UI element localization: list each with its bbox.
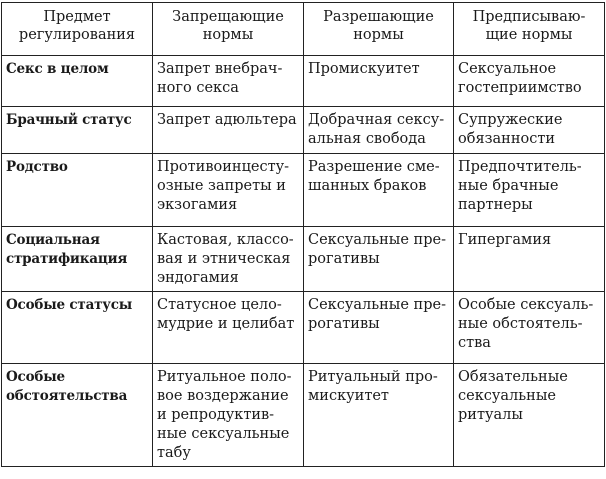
prescriptive-cell: Обязательные сексуальные ритуалы bbox=[454, 364, 605, 467]
permissive-cell: Разрешение сме- шанных браков bbox=[304, 154, 454, 227]
row-subject: Секс в целом bbox=[2, 56, 153, 107]
table-row bbox=[2, 364, 605, 467]
header-permissive: Разрешающие нормы bbox=[304, 3, 454, 56]
prohibitive-cell: Кастовая, классо- вая и этническая эндогамия bbox=[153, 227, 304, 292]
permissive-cell: Промискуитет bbox=[304, 56, 454, 107]
norms-table-page bbox=[1, 2, 604, 477]
header-row bbox=[2, 3, 605, 56]
table-row bbox=[2, 154, 605, 227]
header-prohibitive: Запрещающие нормы bbox=[153, 3, 304, 56]
prescriptive-cell: Сексуальное гостеприимство bbox=[454, 56, 605, 107]
row-subject: Родство bbox=[2, 154, 153, 227]
table-row bbox=[2, 56, 605, 107]
prescriptive-cell: Гипергамия bbox=[454, 227, 605, 292]
permissive-cell: Сексуальные пре- рогативы bbox=[304, 292, 454, 364]
prescriptive-cell: Предпочтитель- ные брачные партнеры bbox=[454, 154, 605, 227]
table-row bbox=[2, 107, 605, 154]
header-subject: Предмет регулирования bbox=[2, 3, 153, 56]
header-prescriptive: Предписываю- щие нормы bbox=[454, 3, 605, 56]
permissive-cell: Сексуальные пре- рогативы bbox=[304, 227, 454, 292]
row-subject: Особые статусы bbox=[2, 292, 153, 364]
prescriptive-cell: Супружеские обязанности bbox=[454, 107, 605, 154]
prohibitive-cell: Запрет внебрач- ного секса bbox=[153, 56, 304, 107]
permissive-cell: Добрачная сексу- альная свобода bbox=[304, 107, 454, 154]
prohibitive-cell: Ритуальное поло- вое воздержание и репродуктив- ные сексуальные табу bbox=[153, 364, 304, 467]
permissive-cell: Ритуальный про- мискуитет bbox=[304, 364, 454, 467]
prohibitive-cell: Противоинцесту- озные запреты и экзогамия bbox=[153, 154, 304, 227]
sexual-norms-table bbox=[1, 2, 605, 467]
prohibitive-cell: Запрет адюльтера bbox=[153, 107, 304, 154]
table-row bbox=[2, 292, 605, 364]
row-subject: Брачный статус bbox=[2, 107, 153, 154]
prohibitive-cell: Статусное цело- мудрие и целибат bbox=[153, 292, 304, 364]
row-subject: Особые обстоятельства bbox=[2, 364, 153, 467]
prescriptive-cell: Особые сексуаль- ные обстоятель- ства bbox=[454, 292, 605, 364]
table-row bbox=[2, 227, 605, 292]
row-subject: Социальная стратификация bbox=[2, 227, 153, 292]
